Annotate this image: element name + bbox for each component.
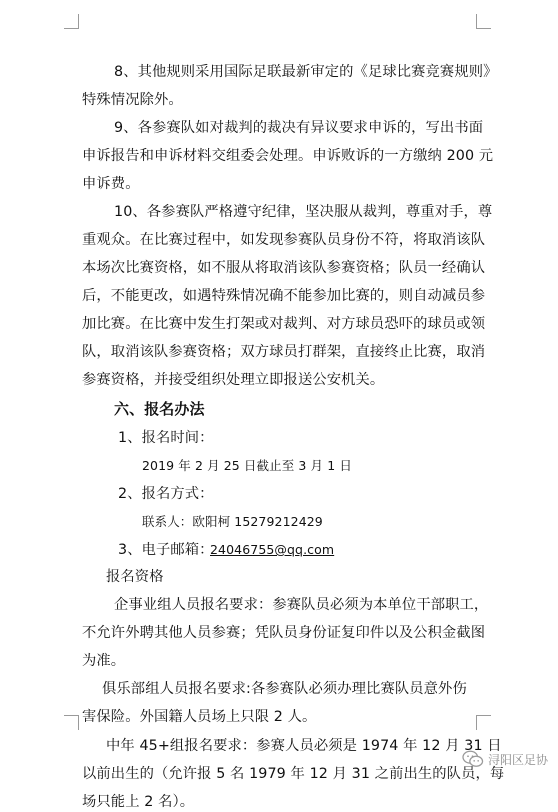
veteran-requirement-line: 场只能上 2 名）。 bbox=[82, 794, 195, 810]
enterprise-requirement-line: 不允许外聘其他人员参赛；凭队员身份证复印件以及公积金截图 bbox=[82, 625, 486, 641]
email-link[interactable]: 24046755@qq.com bbox=[210, 542, 335, 557]
qualification-heading: 报名资格 bbox=[106, 569, 164, 585]
veteran-requirement-line: 中年 45+组报名要求：参赛人员必须是 1974 年 12 月 31 日 bbox=[106, 738, 502, 754]
registration-method-label: 2、报名方式： bbox=[118, 486, 214, 502]
rule-10-line: 后，不能更改，如遇特殊情况确不能参加比赛的，则自动减员参 bbox=[82, 288, 486, 304]
rule-9-line: 9、各参赛队如对裁判的裁决有异议要求申诉的，写出书面 bbox=[114, 120, 484, 136]
rule-8-line: 8、其他规则采用国际足联最新审定的《足球比赛竞赛规则》 bbox=[114, 64, 498, 80]
rule-9-line: 申诉报告和申诉材料交组委会处理。申诉败诉的一方缴纳 200 元 bbox=[82, 148, 494, 164]
rule-10-line: 参赛资格，并接受组织处理立即报送公安机关。 bbox=[82, 372, 385, 388]
watermark bbox=[462, 748, 548, 770]
club-requirement-line: 害保险。外国籍人员场上只限 2 人。 bbox=[82, 709, 317, 725]
wechat-logo-icon bbox=[462, 749, 484, 769]
contact-person: 联系人：欧阳柯 15279212429 bbox=[142, 514, 323, 529]
section-heading: 六、报名办法 bbox=[114, 400, 205, 418]
registration-time-label: 1、报名时间： bbox=[118, 430, 214, 446]
rule-10-line: 加比赛。在比赛中发生打架或对裁判、对方球员恐吓的球员或领 bbox=[82, 316, 486, 332]
enterprise-requirement-line: 为准。 bbox=[82, 653, 126, 669]
watermark-text: 浔阳区足协 bbox=[487, 752, 548, 767]
enterprise-requirement-line: 企事业组人员报名要求：参赛队员必须为本单位干部职工， bbox=[114, 597, 489, 613]
rule-10-line: 队，取消该队参赛资格；双方球员打群架，直接终止比赛，取消 bbox=[82, 344, 486, 360]
rule-8-line: 特殊情况除外。 bbox=[82, 92, 183, 108]
email-label: 3、电子邮箱： bbox=[118, 542, 214, 558]
rule-10-line: 本场次比赛资格，如不服从将取消该队参赛资格；队员一经确认 bbox=[82, 260, 486, 276]
page-corner-mark bbox=[64, 715, 79, 730]
page-corner-mark bbox=[476, 715, 491, 730]
rule-10-line: 重观众。在比赛过程中，如发现参赛队员身份不符，将取消该队 bbox=[82, 232, 486, 248]
rule-10-line: 10、各参赛队严格遵守纪律，坚决服从裁判，尊重对手，尊 bbox=[114, 204, 493, 220]
rule-9-line: 申诉费。 bbox=[82, 176, 140, 192]
registration-time-value: 2019 年 2 月 25 日截止至 3 月 1 日 bbox=[142, 458, 352, 473]
club-requirement-line: 俱乐部组人员报名要求:各参赛队必须办理比赛队员意外伤 bbox=[102, 681, 467, 697]
page-corner-mark bbox=[476, 14, 491, 29]
page-corner-mark bbox=[64, 14, 79, 29]
veteran-requirement-line: 以前出生的（允许报 5 名 1979 年 12 月 31 之前出生的队员，每 bbox=[82, 766, 505, 782]
